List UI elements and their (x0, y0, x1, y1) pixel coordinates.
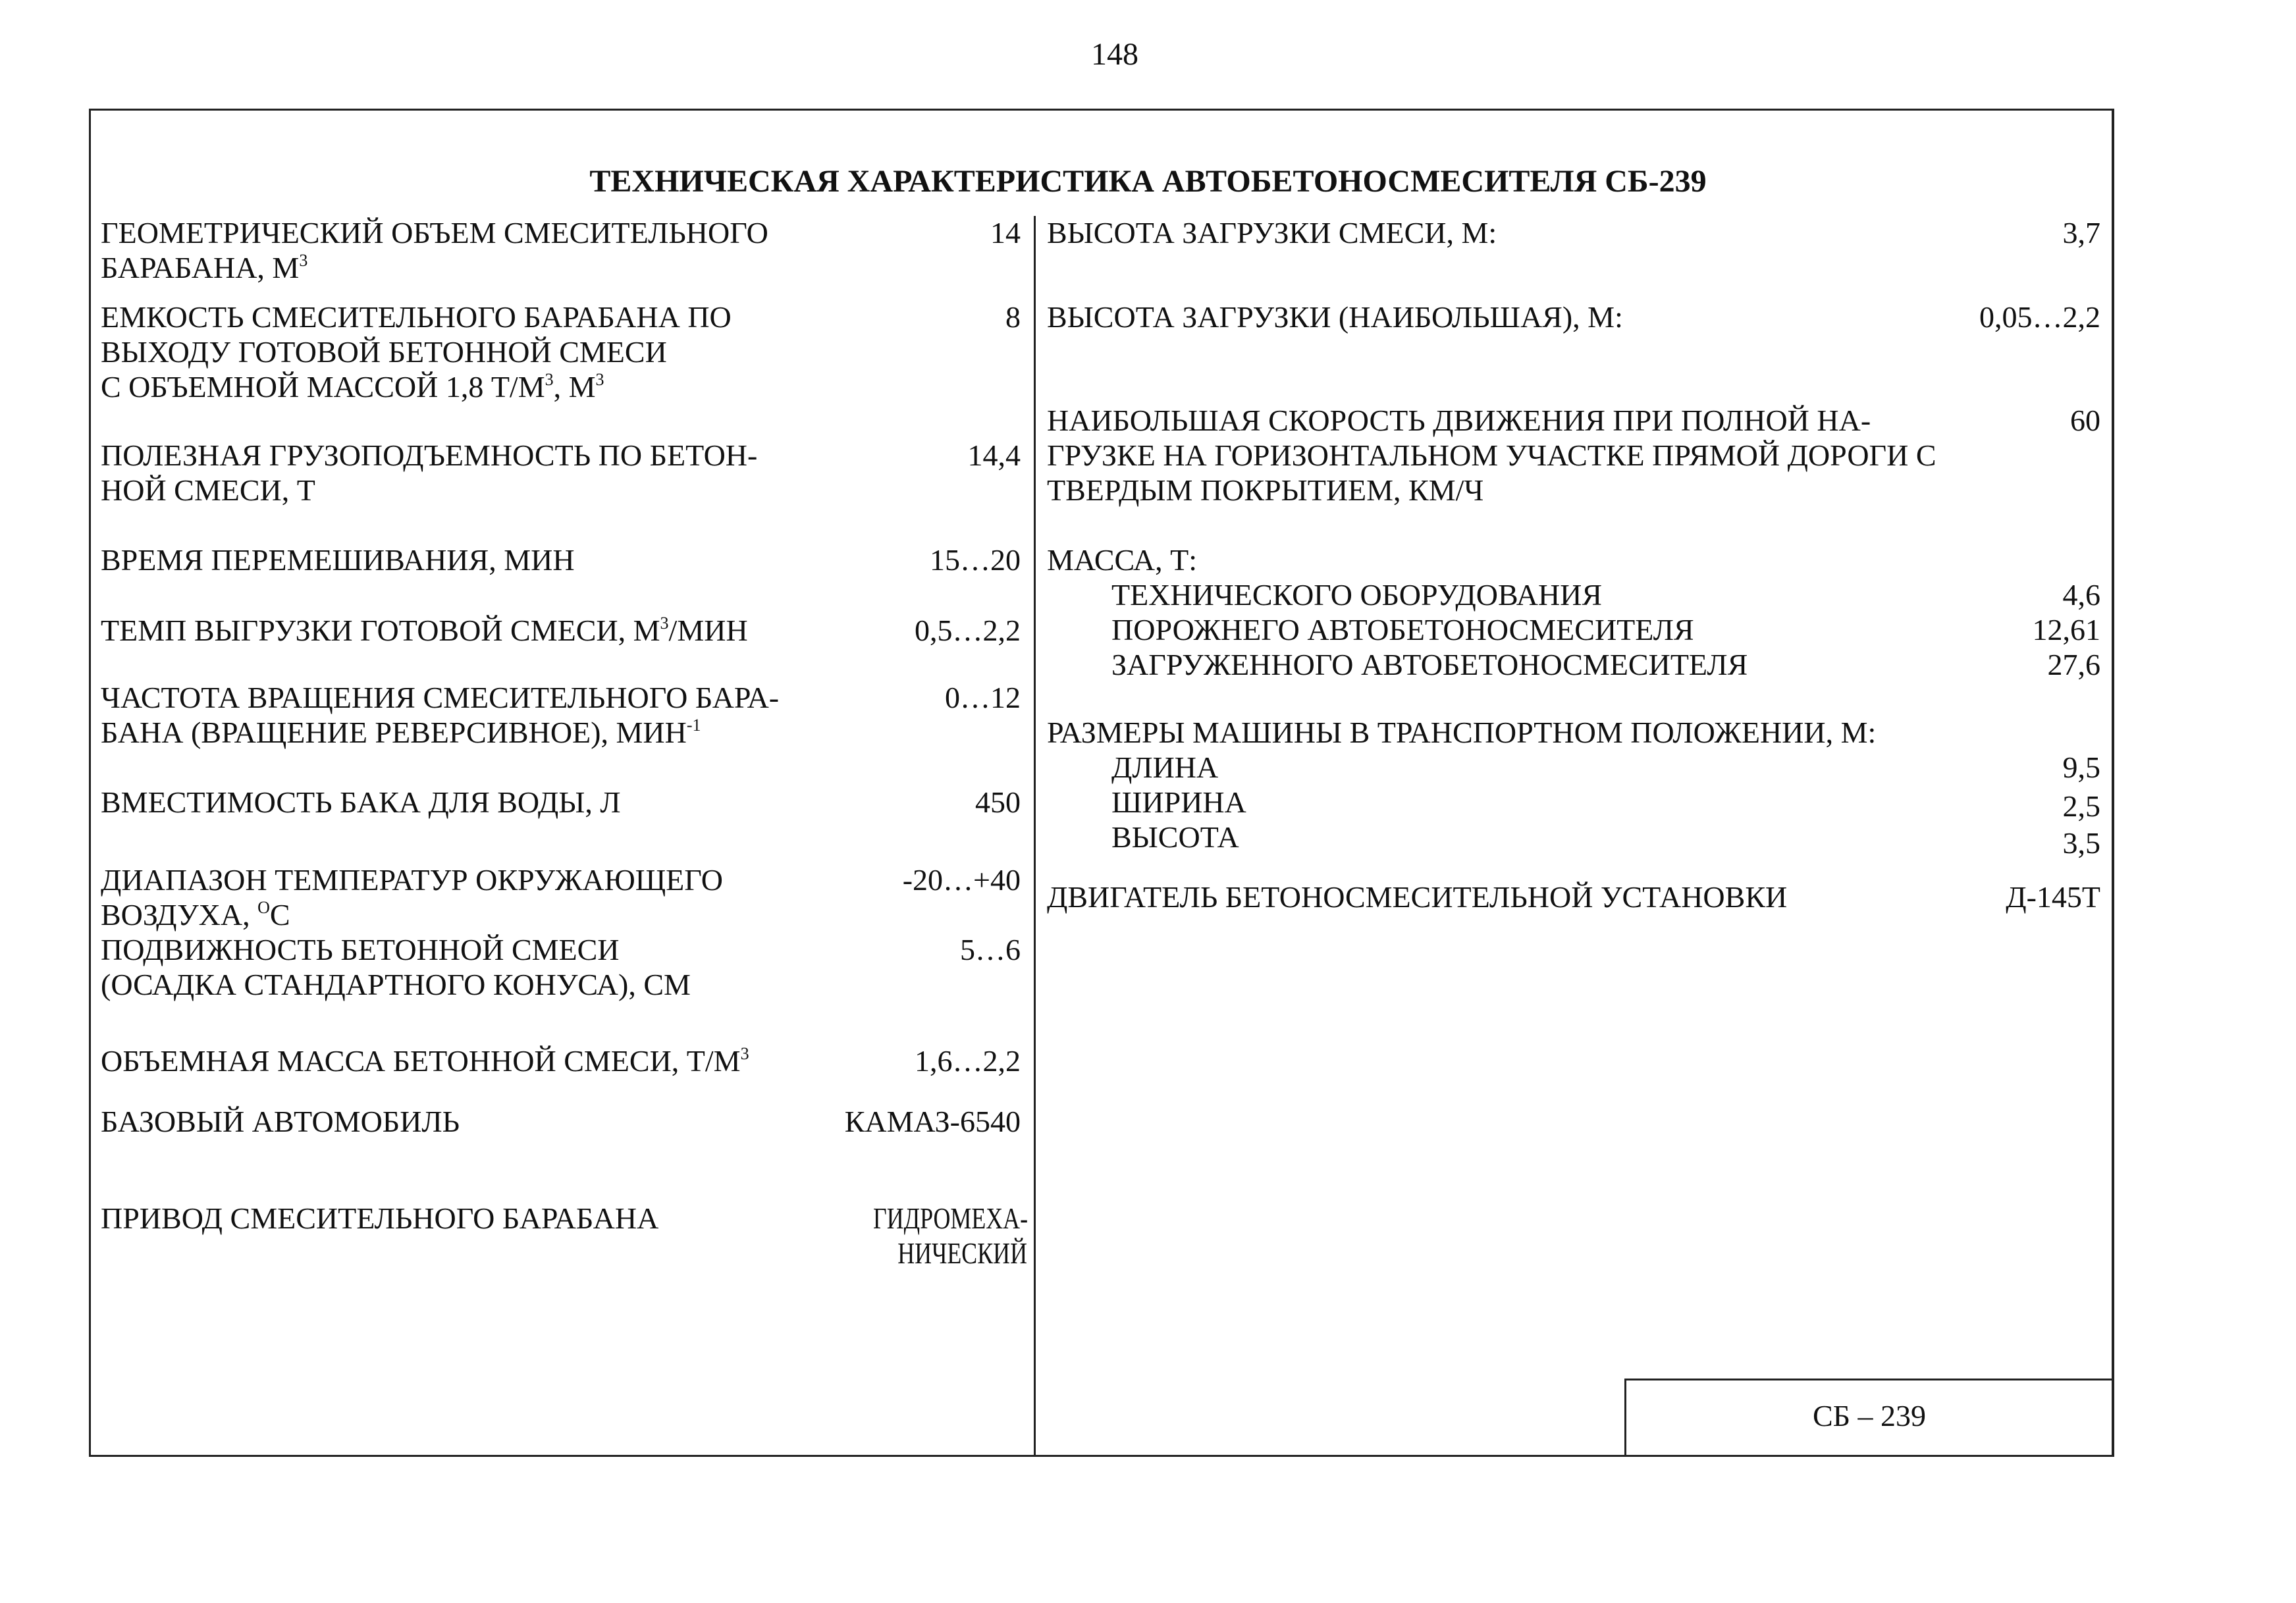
title-block-label: СБ – 239 (1812, 1399, 1927, 1432)
water-tank-label: ВМЕСТИМОСТЬ БАКА ДЛЯ ВОДЫ, Л (101, 785, 621, 819)
load-height-max-value: 0,05…2,2 (1979, 300, 2100, 334)
unload-rate-label: ТЕМП ВЫГРУЗКИ ГОТОВОЙ СМЕСИ, $М^3$/МИН (101, 614, 748, 647)
mobility-value: 5…6 (960, 933, 1021, 966)
page-number: 148 (1091, 37, 1138, 72)
mixing-time-value: 15…20 (930, 543, 1021, 577)
max-speed-value: 60 (2070, 404, 2100, 437)
base-vehicle-label: БАЗОВЫЙ АВТОМОБИЛЬ (101, 1105, 460, 1138)
mixing-time-label: ВРЕМЯ ПЕРЕМЕШИВАНИЯ, МИН (101, 543, 575, 577)
temp-range-label-line2: ВОЗДУХА, $^О$С (101, 898, 290, 932)
mass-item-label: ЗАГРУЖЕННОГО АВТОБЕТОНОСМЕСИТЕЛЯ (1111, 648, 1748, 681)
dimension-item-label: ШИРИНА (1111, 785, 1246, 819)
column-divider (1034, 216, 1036, 1457)
max-speed-label-line3: ТВЕРДЫМ ПОКРЫТИЕМ, КМ/Ч (1047, 473, 1484, 507)
mass-item-value: 27,6 (2047, 648, 2100, 681)
water-tank-value: 450 (975, 785, 1021, 819)
payload-label-line1: ПОЛЕЗНАЯ ГРУЗОПОДЪЕМНОСТЬ ПО БЕТОН- (101, 438, 758, 472)
density-label: ОБЪЕМНАЯ МАССА БЕТОННОЙ СМЕСИ, $Т/М^3$ (101, 1044, 749, 1078)
dimensions-heading: РАЗМЕРЫ МАШИНЫ В ТРАНСПОРТНОМ ПОЛОЖЕНИИ, М: (1047, 716, 1877, 749)
mass-heading: МАССА, Т: (1047, 543, 1198, 577)
drive-value-line2: НИЧЕСКИЙ (897, 1236, 1027, 1270)
max-speed-label-line1: НАИБОЛЬШАЯ СКОРОСТЬ ДВИЖЕНИЯ ПРИ ПОЛНОЙ НА- (1047, 404, 1871, 437)
unload-rate-value: 0,5…2,2 (915, 614, 1021, 647)
geom-volume-label-line2: БАРАБАНА, $М^3$ (101, 251, 308, 284)
payload-value: 14,4 (967, 438, 1021, 472)
capacity-label-line2: ВЫХОДУ ГОТОВОЙ БЕТОННОЙ СМЕСИ (101, 335, 667, 369)
geom-volume-label-line1: ГЕОМЕТРИЧЕСКИЙ ОБЪЕМ СМЕСИТЕЛЬНОГО (101, 216, 768, 250)
mass-item-value: 4,6 (2062, 578, 2100, 612)
mobility-label-line2: (ОСАДКА СТАНДАРТНОГО КОНУСА), СМ (101, 968, 691, 1001)
mobility-label-line1: ПОДВИЖНОСТЬ БЕТОННОЙ СМЕСИ (101, 933, 620, 966)
load-height-label: ВЫСОТА ЗАГРУЗКИ СМЕСИ, М: (1047, 216, 1497, 250)
engine-label: ДВИГАТЕЛЬ БЕТОНОСМЕСИТЕЛЬНОЙ УСТАНОВКИ (1047, 880, 1788, 914)
density-value: 1,6…2,2 (915, 1044, 1021, 1078)
drive-label: ПРИВОД СМЕСИТЕЛЬНОГО БАРАБАНА (101, 1201, 659, 1235)
max-speed-label-line2: ГРУЗКЕ НА ГОРИЗОНТАЛЬНОМ УЧАСТКЕ ПРЯМОЙ ДОРОГИ С (1047, 438, 1936, 472)
dimension-item-value: 3,5 (2062, 826, 2100, 860)
capacity-value: 8 (1005, 300, 1021, 334)
dimension-item-label: ДЛИНА (1111, 750, 1219, 784)
payload-label-line2: НОЙ СМЕСИ, Т (101, 473, 315, 507)
drive-value-line1: ГИДРОМЕХА- (873, 1201, 1028, 1235)
document-title: ТЕХНИЧЕСКАЯ ХАРАКТЕРИСТИКА АВТОБЕТОНОСМЕСИТЕЛЯ СБ-239 (589, 164, 1707, 199)
rotation-value: 0…12 (945, 681, 1021, 714)
rotation-label-line1: ЧАСТОТА ВРАЩЕНИЯ СМЕСИТЕЛЬНОГО БАРА- (101, 681, 780, 714)
mass-item-value: 12,61 (2032, 613, 2100, 646)
dimension-item-label: ВЫСОТА (1111, 820, 1239, 854)
rotation-label-line2: БАНА (ВРАЩЕНИЕ РЕВЕРСИВНОЕ), $МИН^{-1}$ (101, 716, 701, 749)
capacity-label-line3: С ОБЪЕМНОЙ МАССОЙ 1,8 $Т/М^3$, $М^3$ (101, 370, 604, 404)
dimension-item-value: 9,5 (2062, 750, 2100, 784)
temp-range-label-line1: ДИАПАЗОН ТЕМПЕРАТУР ОКРУЖАЮЩЕГО (101, 863, 723, 897)
load-height-max-label: ВЫСОТА ЗАГРУЗКИ (НАИБОЛЬШАЯ), М: (1047, 300, 1623, 334)
mass-item-label: ПОРОЖНЕГО АВТОБЕТОНОСМЕСИТЕЛЯ (1111, 613, 1694, 646)
dimension-item-value: 2,5 (2062, 789, 2100, 823)
geom-volume-value: 14 (990, 216, 1021, 250)
engine-value: Д-145Т (2006, 880, 2100, 914)
base-vehicle-value: КАМАЗ-6540 (844, 1105, 1021, 1138)
temp-range-value: -20…+40 (902, 863, 1021, 897)
mass-item-label: ТЕХНИЧЕСКОГО ОБОРУДОВАНИЯ (1111, 578, 1603, 612)
load-height-value: 3,7 (2062, 216, 2100, 250)
capacity-label-line1: ЕМКОСТЬ СМЕСИТЕЛЬНОГО БАРАБАНА ПО (101, 300, 732, 334)
